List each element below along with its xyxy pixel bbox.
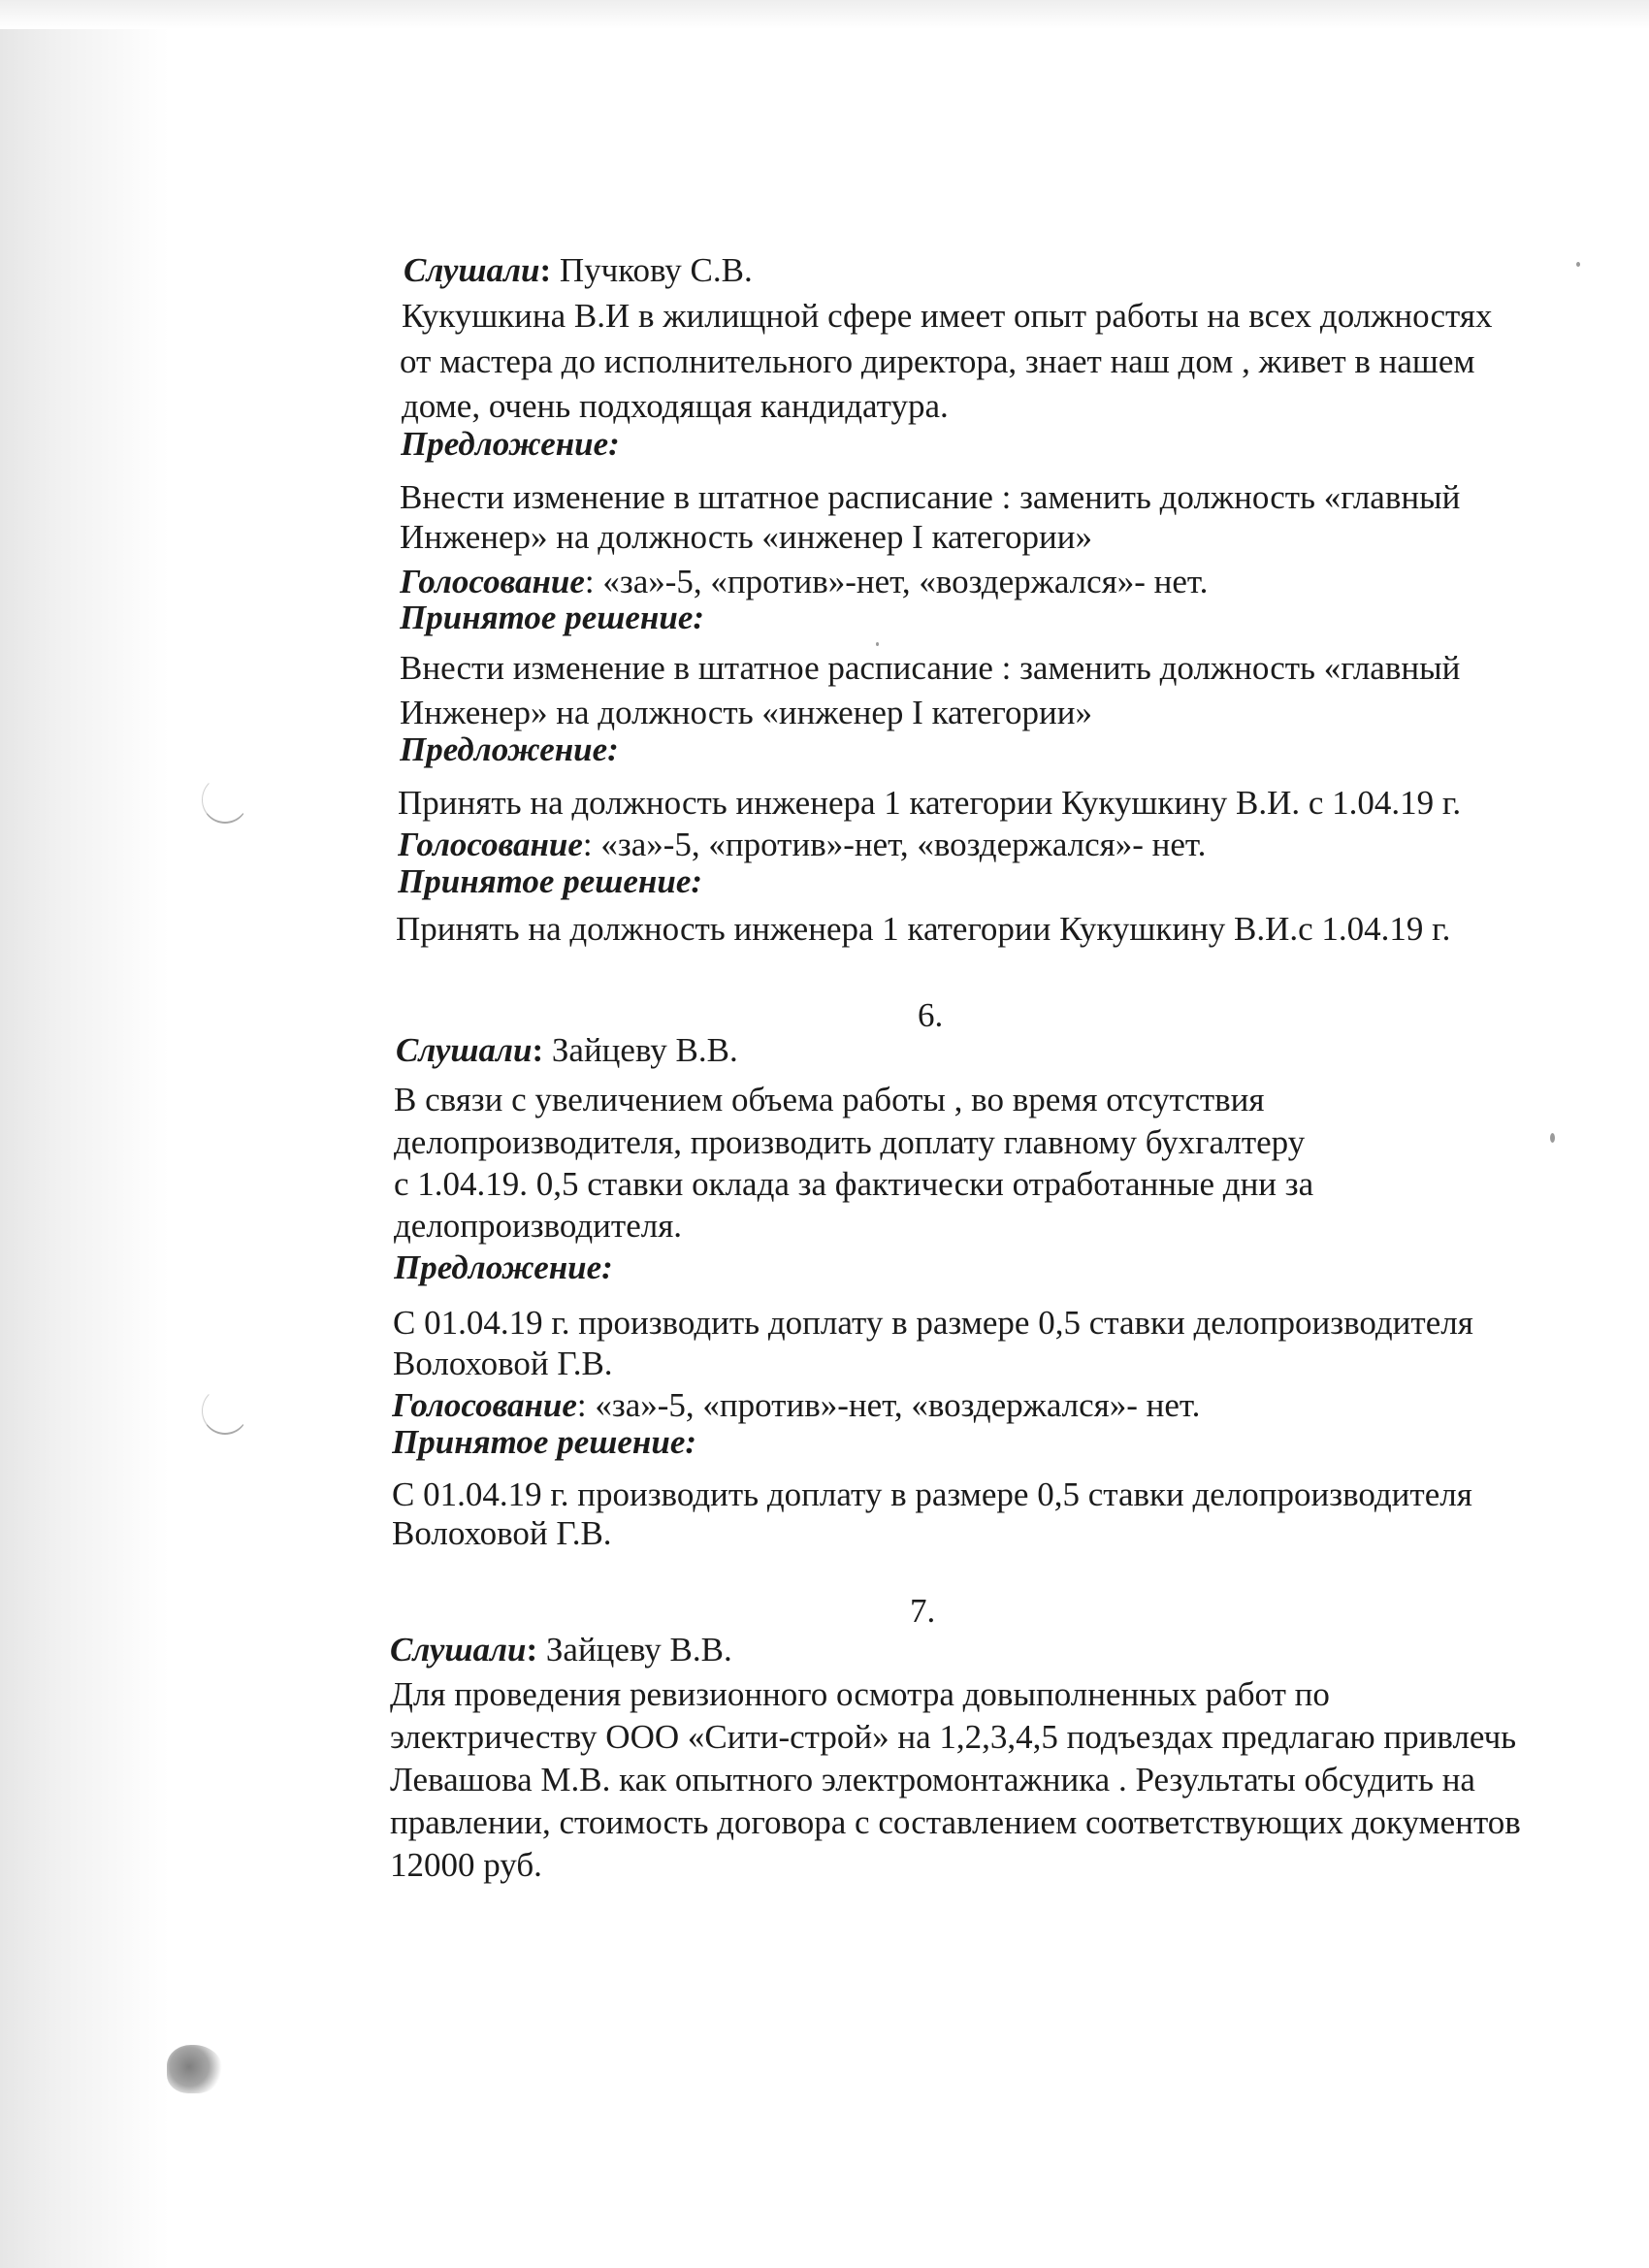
item-number: 6. bbox=[918, 996, 944, 1034]
decision-label: Принятое решение: bbox=[392, 1423, 697, 1461]
text-line: делопроизводителя. bbox=[394, 1207, 683, 1245]
voting-line bbox=[398, 825, 1206, 865]
text-line: Кукушкина В.И в жилищной сфере имеет опыт работы на всех должностях bbox=[402, 297, 1493, 335]
voting-label: Голосование bbox=[392, 1386, 577, 1424]
speaker: Пучкову С.В. bbox=[559, 251, 753, 289]
heard-line: Слушали: Зайцеву В.В. bbox=[396, 1031, 738, 1069]
text-line: 12000 руб. bbox=[390, 1846, 542, 1884]
proposal-label: Предложение: bbox=[400, 730, 619, 768]
decision-label: Принятое решение: bbox=[398, 862, 703, 900]
item-number: 7. bbox=[910, 1592, 936, 1630]
text-line: Инженер» на должность «инженер I категории» bbox=[400, 518, 1092, 556]
speaker: Зайцеву В.В. bbox=[551, 1031, 738, 1069]
heard-line: Слушали: Зайцеву В.В. bbox=[390, 1631, 732, 1669]
voting-line bbox=[400, 562, 1208, 602]
speaker: Зайцеву В.В. bbox=[545, 1631, 732, 1669]
text-line: Инженер» на должность «инженер I категории» bbox=[400, 694, 1092, 731]
text-line: от мастера до исполнительного директора, знает наш дом , живет в нашем bbox=[400, 342, 1475, 380]
heard-label: Слушали bbox=[396, 1031, 533, 1069]
text-line: Принять на должность инженера 1 категории Кукушкину В.И. с 1.04.19 г. bbox=[398, 784, 1462, 822]
text-line: В связи с увеличением объема работы , во время отсутствия bbox=[394, 1081, 1265, 1118]
text-line: Для проведения ревизионного осмотра довыполненных работ по bbox=[390, 1675, 1330, 1713]
text-line: Внести изменение в штатное расписание : заменить должность «главный bbox=[400, 478, 1461, 516]
text-line: Внести изменение в штатное расписание : заменить должность «главный bbox=[400, 649, 1461, 687]
heard-label: Слушали bbox=[404, 251, 540, 289]
decision-label: Принятое решение: bbox=[400, 599, 705, 636]
voting-label: Голосование bbox=[400, 563, 585, 600]
voting-label: Голосование bbox=[398, 826, 583, 863]
text-line: доме, очень подходящая кандидатура. bbox=[402, 387, 949, 425]
text-line: Левашова М.В. как опытного электромонтажника . Результаты обсудить на bbox=[390, 1761, 1475, 1798]
heard-line: Слушали: Пучкову С.В. bbox=[404, 251, 753, 289]
text-line: С 01.04.19 г. производить доплату в размере 0,5 ставки делопроизводителя bbox=[393, 1304, 1473, 1342]
text-line: Волоховой Г.В. bbox=[392, 1514, 612, 1552]
voting-result: : «за»-5, «против»-нет, «воздержался»- нет. bbox=[582, 826, 1207, 863]
text-line: правлении, стоимость договора с составлением соответствующих документов bbox=[390, 1803, 1521, 1841]
text-line: делопроизводителя, производить доплату главному бухгалтеру bbox=[394, 1123, 1306, 1161]
text-line: с 1.04.19. 0,5 ставки оклада за фактически отработанные дни за bbox=[394, 1165, 1314, 1203]
voting-result: : «за»-5, «против»-нет, «воздержался»- нет. bbox=[584, 563, 1209, 600]
text-line: Волоховой Г.В. bbox=[393, 1345, 613, 1382]
proposal-label: Предложение: bbox=[401, 425, 620, 463]
text-line: электричеству ООО «Сити-строй» на 1,2,3,4,5 подъездах предлагаю привлечь bbox=[390, 1718, 1517, 1756]
voting-result: : «за»-5, «против»-нет, «воздержался»- нет. bbox=[576, 1386, 1201, 1424]
proposal-label: Предложение: bbox=[394, 1248, 613, 1286]
text-line: С 01.04.19 г. производить доплату в размере 0,5 ставки делопроизводителя bbox=[392, 1475, 1472, 1513]
heard-label: Слушали bbox=[390, 1631, 527, 1669]
text-line: Принять на должность инженера 1 категории Кукушкину В.И.с 1.04.19 г. bbox=[396, 910, 1451, 948]
voting-line bbox=[392, 1385, 1200, 1426]
